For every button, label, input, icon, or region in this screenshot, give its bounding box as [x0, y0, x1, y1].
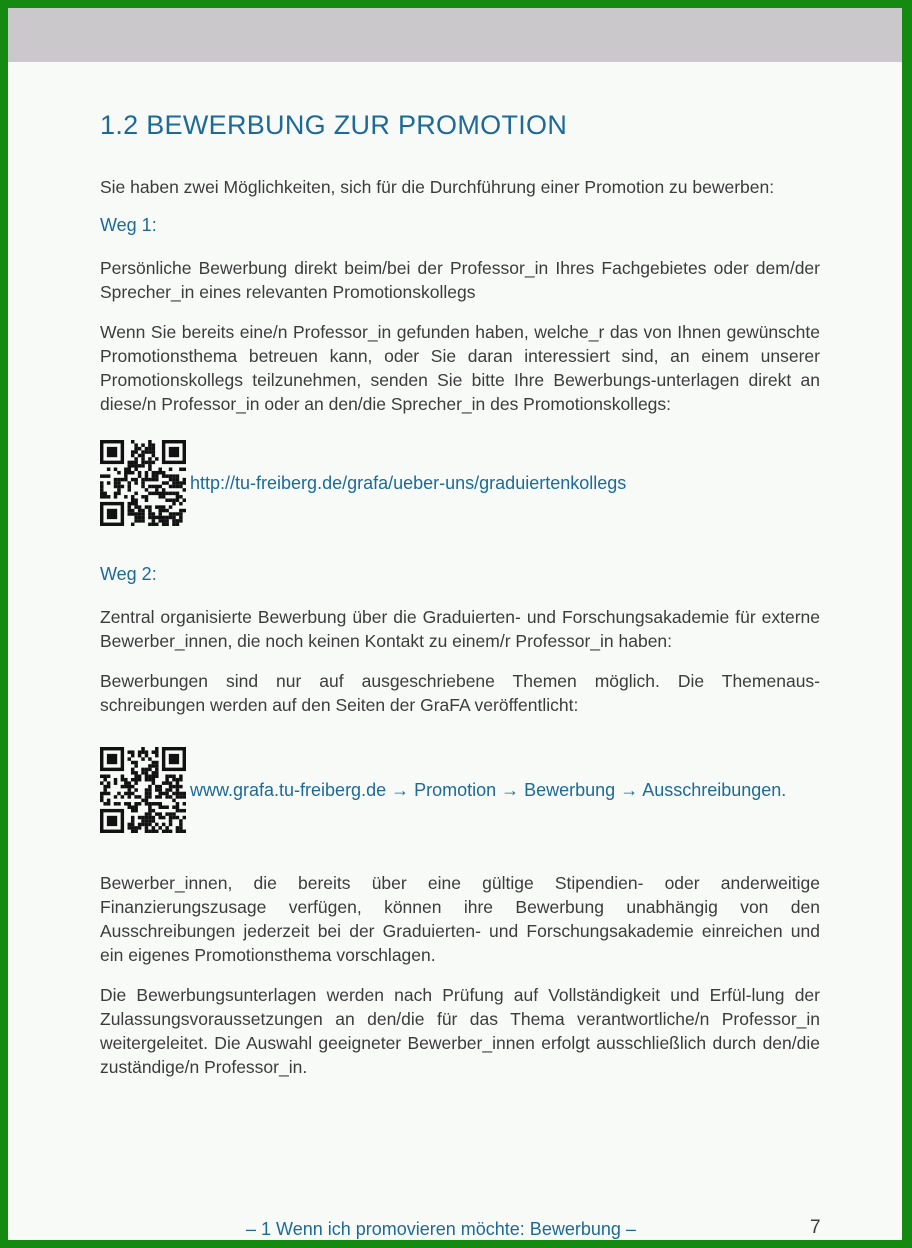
- qr-row-ausschreibungen: [100, 747, 820, 833]
- page-content: [100, 110, 820, 1095]
- header-bar: [8, 8, 902, 62]
- section-heading: 1.2 BEWERBUNG ZUR PROMOTION: [100, 110, 568, 140]
- page-footer: [8, 1216, 902, 1240]
- qr-row-graduiertenkollegs: [100, 440, 820, 526]
- qr-code-icon: [100, 440, 186, 526]
- weg2-paragraph-3: Bewerber_innen, die bereits über eine gültige Stipendien- oder anderweitige Finanzierungszusage verfügen, können ihre Bewerbung unabhängig von den Ausschreibungen jederzeit bei der Graduierten- und Forschungsakademie einreichen und ein eigenes Promotionsthema vorschlagen.: [100, 873, 820, 965]
- weg1-paragraph-2: Wenn Sie bereits eine/n Professor_in gefunden haben, welche_r das von Ihnen gewünschte Promotionsthema betreuen kann, oder Sie daran interessiert sind, an einem unserer Promotionskollegs teilzunehmen, senden Sie bitte Ihre Bewerbungs-unterlagen direkt an diese/n Professor_in oder an den/die Sprecher_in des Promotionskollegs:: [100, 322, 820, 414]
- weg2-label: Weg 2:: [100, 564, 157, 584]
- weg1-label: Weg 1:: [100, 215, 157, 235]
- document-page: [8, 8, 902, 1240]
- weg2-paragraph-1: Zentral organisierte Bewerbung über die Graduierten- und Forschungsakademie für externe Bewerber_innen, die noch keinen Kontakt zu einem/r Professor_in haben:: [100, 607, 820, 651]
- qr-code-icon: [100, 747, 186, 833]
- graduiertenkollegs-link[interactable]: http://tu-freiberg.de/grafa/ueber-uns/graduiertenkollegs: [190, 472, 627, 493]
- ausschreibungen-link[interactable]: www.grafa.tu-freiberg.de → Promotion → Bewerbung → Ausschreibungen.: [190, 779, 787, 800]
- intro-paragraph: Sie haben zwei Möglichkeiten, sich für die Durchführung einer Promotion zu bewerben:: [100, 177, 775, 197]
- weg2-paragraph-2: Bewerbungen sind nur auf ausgeschriebene Themen möglich. Die Themenaus-schreibungen werden auf den Seiten der GraFA veröffentlicht:: [100, 671, 820, 715]
- page-number: 7: [810, 1217, 821, 1238]
- weg2-paragraph-4: Die Bewerbungsunterlagen werden nach Prüfung auf Vollständigkeit und Erfül-lung der Zulassungsvoraussetzungen an den/die für das Thema verantwortliche/n Professor_in weitergeleitet. Die Auswahl geeigneter Bewerber_innen erfolgt ausschließlich durch den/die zuständige/n Professor_in.: [100, 985, 820, 1077]
- weg1-paragraph-1: Persönliche Bewerbung direkt beim/bei der Professor_in Ihres Fachgebietes oder dem/der Sprecher_in eines relevanten Promotionskollegs: [100, 258, 820, 302]
- footer-chapter-title: – 1 Wenn ich promovieren möchte: Bewerbung –: [246, 1219, 636, 1239]
